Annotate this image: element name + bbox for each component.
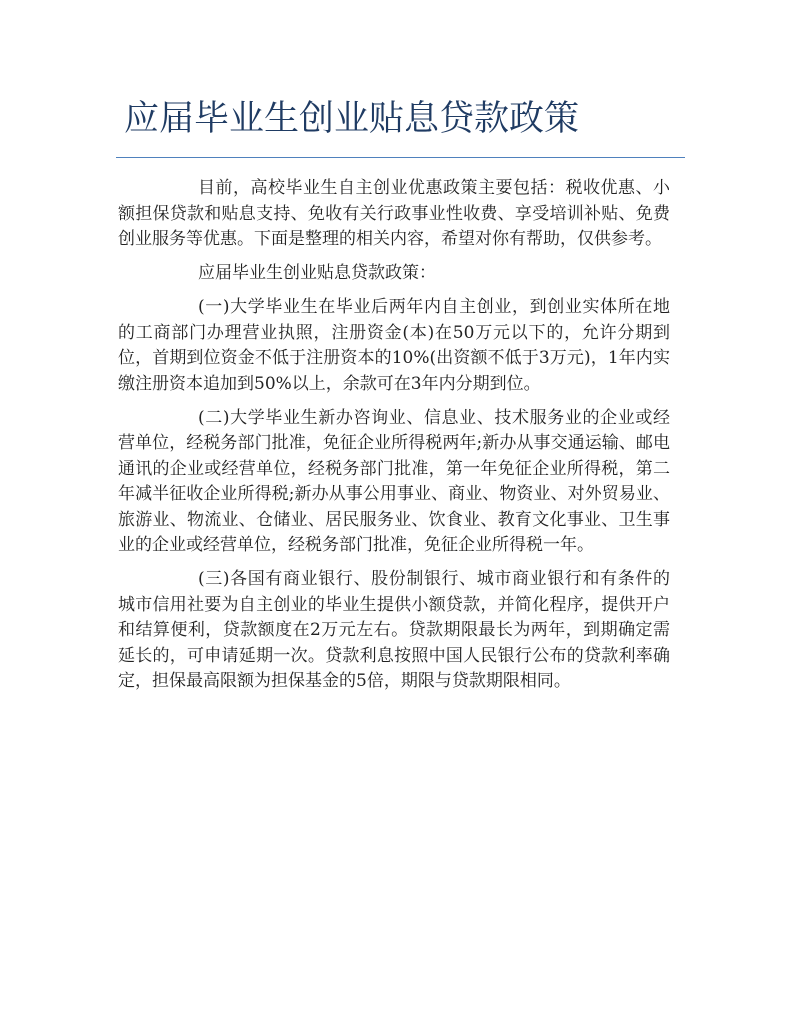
paragraph-item-1: (一)大学毕业生在毕业后两年内自主创业，到创业实体所在地的工商部门办理营业执照，注册资金(本)在50万元以下的，允许分期到位，首期到位资金不低于注册资本的10%(出资额不低于3万元)，1年内实缴注册资本追加到50%以上，余款可在3年内分期到位。 [118,297,670,394]
document-title: 应届毕业生创业贴息贷款政策 [124,99,580,139]
paragraph-item-2: (二)大学毕业生新办咨询业、信息业、技术服务业的企业或经营单位，经税务部门批准，免征企业所得税两年;新办从事交通运输、邮电通讯的企业或经营单位，经税务部门批准，第一年免征企业所得税，第二年减半征收企业所得税;新办从事公用事业、商业、物资业、对外贸易业、旅游业、物流业、仓储业、居民服务业、饮食业、教育文化事业、卫生事业的企业或经营单位，经税务部门批准，免征企业所得税一年。 [118,407,670,555]
paragraph-item-3: (三)各国有商业银行、股份制银行、城市商业银行和有条件的城市信用社要为自主创业的毕业生提供小额贷款，并简化程序，提供开户和结算便利，贷款额度在2万元左右。贷款期限最长为两年，到期确定需延长的，可申请延期一次。贷款利息按照中国人民银行公布的贷款利率确定，担保最高限额为担保基金的5倍，期限与贷款期限相同。 [118,569,670,691]
title-underline [116,157,685,158]
document-body [118,176,670,703]
paragraph-section-heading: 应届毕业生创业贴息贷款政策： [198,263,436,283]
paragraph-intro: 目前，高校毕业生自主创业优惠政策主要包括：税收优惠、小额担保贷款和贴息支持、免收有关行政事业性收费、享受培训补贴、免费创业服务等优惠。下面是整理的相关内容，希望对你有帮助，仅供参考。 [118,178,670,249]
